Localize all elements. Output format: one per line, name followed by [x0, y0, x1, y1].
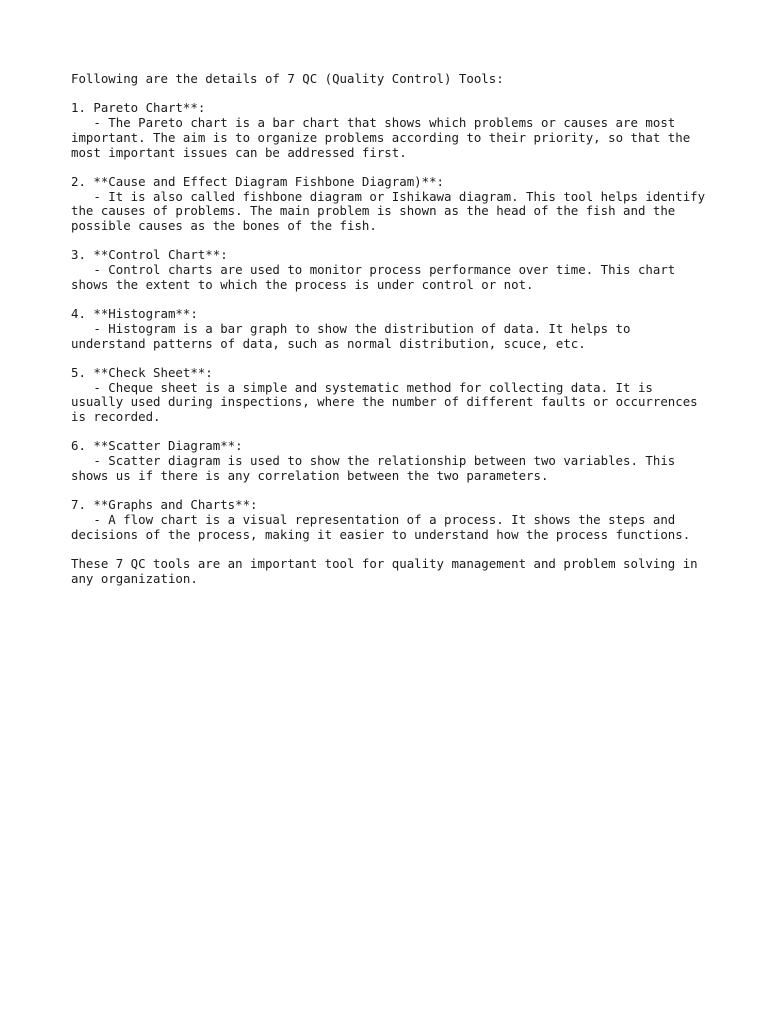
item-description: - The Pareto chart is a bar chart that shows which problems or causes are most important. The aim is to organize problems according to their priority, so that the most important issues can be addressed first.: [71, 115, 698, 160]
item-heading: 6. **Scatter Diagram**:: [71, 438, 243, 454]
item-heading: 5. **Check Sheet**:: [71, 364, 213, 380]
item-heading: 4. **Histogram**:: [71, 306, 198, 322]
item-heading: 1. Pareto Chart**:: [71, 100, 206, 116]
item-heading: 2. **Cause and Effect Diagram Fishbone Diagram)**:: [71, 173, 444, 189]
item-heading: 3. **Control Chart**:: [71, 247, 228, 263]
list-item: [71, 498, 711, 542]
closing-text: These 7 QC tools are an important tool for quality management and problem solving in any organization.: [71, 556, 706, 586]
item-description: - A flow chart is a visual representation of a process. It shows the steps and decisions of the process, making it easier to understand how the process functions.: [71, 511, 691, 542]
item-heading: 7. **Graphs and Charts**:: [71, 497, 258, 513]
list-item: [71, 307, 711, 351]
list-item: [71, 248, 711, 292]
item-description: - Control charts are used to monitor process performance over time. This chart shows the extent to which the process is under control or not.: [71, 262, 683, 292]
item-description: - Scatter diagram is used to show the relationship between two variables. This shows us if there is any correlation between the two parameters.: [71, 453, 683, 483]
list-item: [71, 175, 711, 234]
list-item: [71, 366, 711, 425]
intro-text: Following are the details of 7 QC (Quality Control) Tools:: [71, 71, 504, 86]
item-description: - It is also called fishbone diagram or Ishikawa diagram. This tool helps identify the causes of problems. The main problem is shown as the head of the fish and the possible causes as the bones of the fish.: [71, 188, 713, 233]
item-description: - Histogram is a bar graph to show the distribution of data. It helps to understand patterns of data, such as normal distribution, scuce, etc.: [71, 320, 638, 351]
list-item: [71, 101, 711, 160]
item-description: - Cheque sheet is a simple and systematic method for collecting data. It is usually used during inspections, where the number of different faults or occurrences is recorded.: [71, 379, 706, 425]
document-body: [71, 72, 711, 586]
list-item: [71, 439, 711, 483]
